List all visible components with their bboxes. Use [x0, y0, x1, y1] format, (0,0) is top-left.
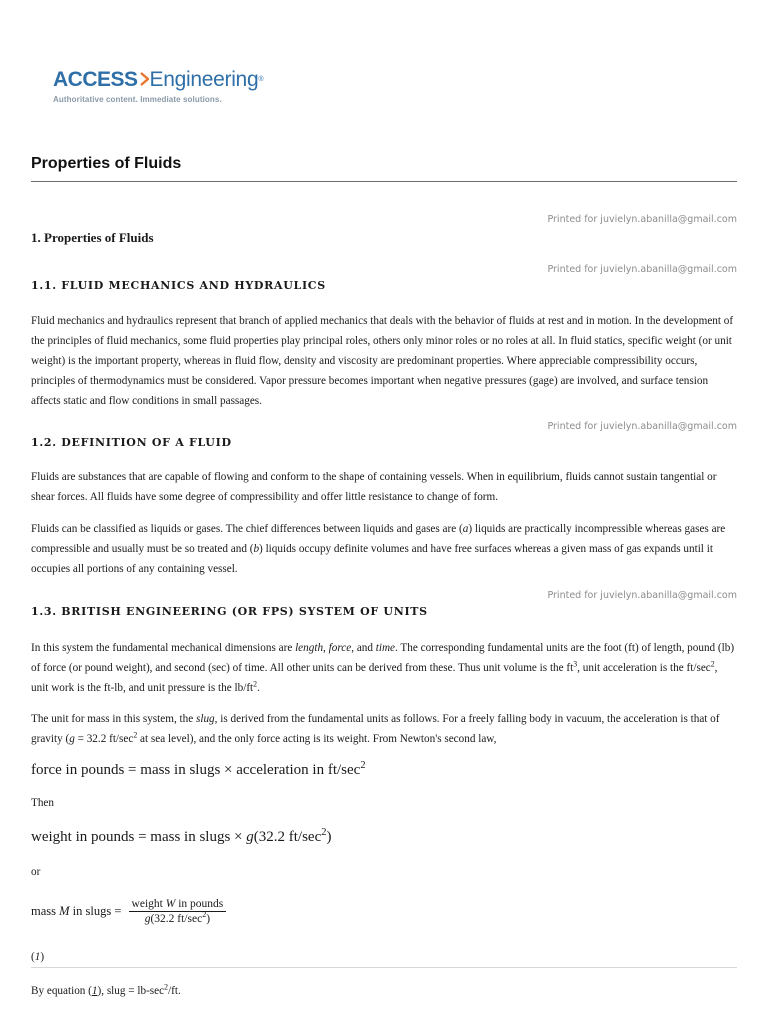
text-run: ): [40, 951, 45, 963]
italic-text: g: [69, 733, 75, 745]
text-run: ): [206, 913, 211, 925]
italic-text: 1: [91, 985, 98, 997]
italic-label-a: a: [462, 523, 469, 535]
chapter-heading: 1. Properties of Fluids: [31, 230, 154, 245]
text-run: mass: [31, 904, 60, 918]
italic-text: length, force: [295, 642, 352, 654]
text-run: , unit work is the ft-lb, and unit pressure is the lb/ft: [31, 662, 718, 694]
equation-number: [31, 951, 44, 963]
equation-force: [31, 762, 366, 779]
logo-engineering-text: Engineering: [149, 68, 259, 91]
text-run: . The corresponding fundamental units are the foot (ft) of length, pound (lb) of force (or pound weight), and second (sec) of time. All other units can be derived from these. Thus unit volume is the ft: [31, 642, 735, 674]
text-run: weight in pounds = mass in slugs ×: [31, 829, 247, 845]
section-heading-1-3: 1.3. BRITISH ENGINEERING (OR FPS) SYSTEM OF UNITS: [31, 605, 428, 618]
logo-arrow-icon: [140, 68, 149, 92]
section-heading-1-2: 1.2. DEFINITION OF A FLUID: [31, 436, 232, 449]
italic-text: g: [144, 913, 151, 925]
divider: [31, 967, 737, 968]
section-1-1-paragraph: [31, 311, 737, 411]
equation-mass: [31, 898, 226, 925]
page-title: Properties of Fluids: [31, 155, 182, 172]
text-run: ): [326, 829, 332, 845]
text-run: By equation (: [31, 985, 92, 997]
fraction-denominator: [129, 912, 227, 925]
fraction: [129, 898, 227, 925]
italic-text: g: [246, 829, 254, 845]
superscript: 2: [710, 659, 715, 669]
italic-text: slug: [196, 713, 215, 725]
text-run: (: [31, 951, 35, 963]
section-1-2-paragraph-2: [31, 519, 737, 579]
text-run: Fluids can be classified as liquids or gases. The chief differences between liquids and gases are (: [31, 523, 463, 535]
text-run: force in pounds = mass in slugs × acceleration in ft/sec: [31, 762, 361, 778]
accessengineering-logo[interactable]: [53, 68, 264, 104]
logo-tagline: Authoritative content. Immediate solutions.: [53, 95, 222, 105]
text-run: (32.2 ft/sec: [150, 913, 203, 925]
italic-text: W: [165, 898, 176, 910]
text-run: (32.2 ft/sec: [253, 829, 322, 845]
text-run: = 32.2 ft/sec: [74, 733, 134, 745]
equation-weight: [31, 829, 332, 846]
italic-text: M: [59, 904, 70, 918]
text-run: , unit acceleration is the ft/sec: [577, 662, 711, 674]
text-run: /ft.: [168, 985, 181, 997]
fraction-numerator: [129, 898, 227, 912]
logo-access-text: ACCESS: [53, 68, 138, 91]
printed-for-note: Printed for juvielyn.abanilla@gmail.com: [547, 214, 737, 225]
printed-for-note: Printed for juvielyn.abanilla@gmail.com: [547, 264, 737, 275]
italic-text: time: [375, 642, 396, 654]
superscript: 2: [133, 730, 138, 740]
logo-registered-mark: ®: [258, 76, 264, 83]
text-run: , and: [351, 642, 376, 654]
text-run: The unit for mass in this system, the: [31, 713, 196, 725]
italic-text: 1: [34, 951, 41, 963]
then-text: Then: [31, 797, 54, 809]
printed-for-note: Printed for juvielyn.abanilla@gmail.com: [547, 421, 737, 432]
italic-label-b: b: [253, 543, 260, 555]
text-run: at sea level), and the only force acting is its weight. From Newton's second law,: [137, 733, 497, 745]
section-1-2-paragraph-1: [31, 467, 737, 507]
superscript: 2: [360, 760, 366, 771]
text-run: , is derived from the fundamental units as follows. For a freely falling body in vacuum, the acceleration is that of gravity (: [31, 713, 720, 745]
text-run: ) liquids occupy definite volumes and have free surfaces whereas a given mass of gas expands until it occupies all portions of any containing vessel.: [31, 543, 713, 575]
text-run: In this system the fundamental mechanical dimensions are: [31, 642, 296, 654]
title-divider: [31, 181, 737, 182]
section-heading-1-1: 1.1. FLUID MECHANICS AND HYDRAULICS: [31, 279, 326, 292]
section-1-3-paragraph-2: [31, 709, 737, 749]
superscript: 2: [164, 982, 169, 992]
text-run: in pounds: [175, 898, 224, 910]
section-1-3-paragraph-1: [31, 638, 737, 698]
superscript: 3: [573, 659, 578, 669]
text-run: ), slug = lb-sec: [97, 985, 165, 997]
slug-definition: [31, 982, 181, 997]
superscript: 2: [321, 827, 327, 838]
or-text: or: [31, 866, 41, 878]
paragraph-text: Fluid mechanics and hydraulics represent that branch of applied mechanics that deals with the behavior of fluids at rest and in motion. In the development of the principles of fluid mechanics, some fluid properties play principal roles, others only minor roles or no roles at all. In fluid statics, specific weight (or unit weight) is the important property, whereas in fluid flow, density and viscosity are predominant properties. Where appreciable compressibility occurs, principles of thermodynamics must be considered. Vapor pressure becomes important when negative pressures (gage) are involved, and surface tension affects static and flow conditions in small passages.: [31, 315, 734, 407]
superscript: 2: [202, 910, 207, 920]
text-run: weight: [131, 898, 166, 910]
text-run: ) liquids are practically incompressible whereas gases are compressible and usually must be so treated and (: [31, 523, 726, 555]
superscript: 2: [253, 679, 258, 689]
text-run: in slugs =: [69, 904, 122, 918]
printed-for-note: Printed for juvielyn.abanilla@gmail.com: [547, 590, 737, 601]
paragraph-text: Fluids are substances that are capable of flowing and conform to the shape of containing vessels. When in equilibrium, fluids cannot sustain tangential or shear forces. All fluids have some degree of compressibility and offer little resistance to change of form.: [31, 471, 717, 503]
text-run: .: [257, 682, 260, 694]
